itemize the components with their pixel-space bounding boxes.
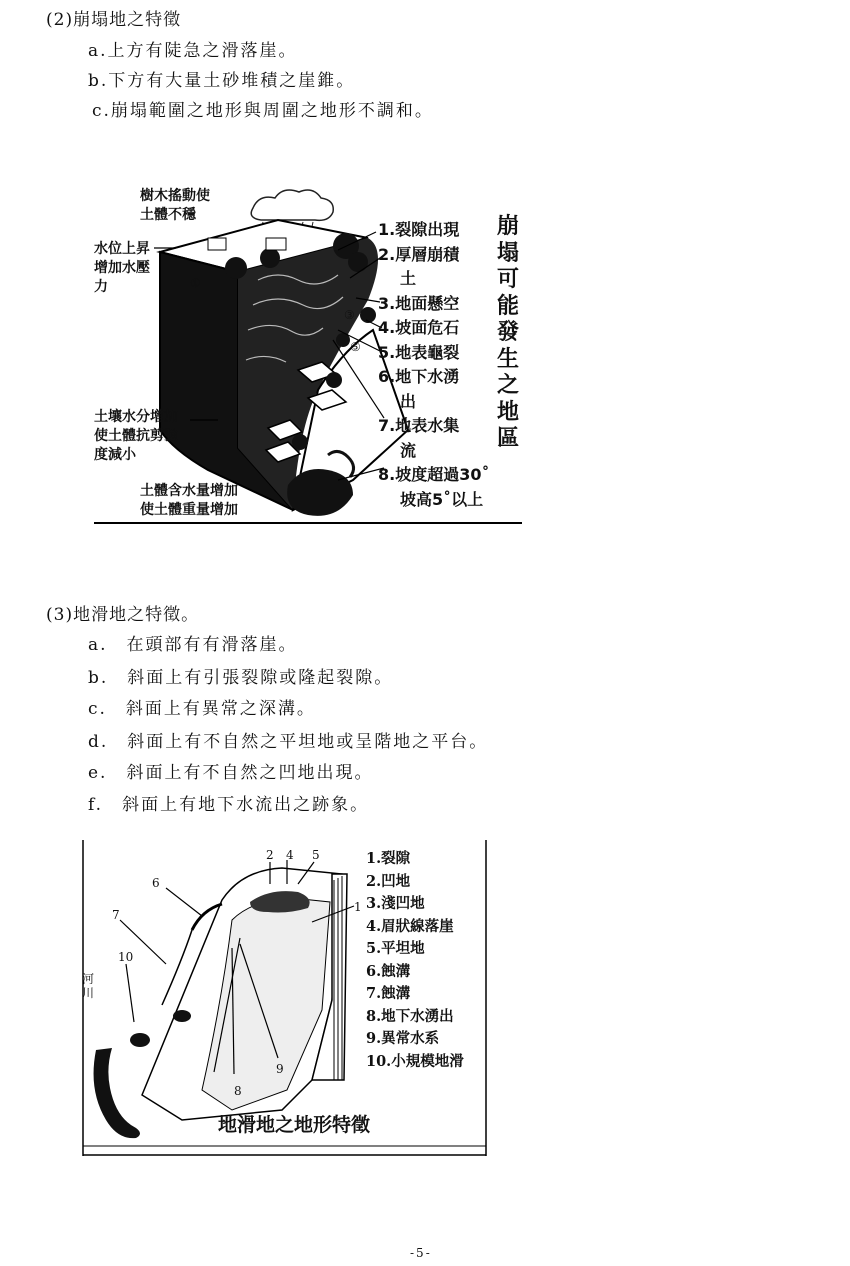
- label-soil-weight: 土體含水量增加 使土體重量增加: [140, 483, 238, 518]
- circle-number-3: ③: [344, 308, 355, 322]
- callout-number: 8: [234, 1084, 242, 1098]
- callout-number: 10: [118, 950, 134, 964]
- collapse-figure: [88, 180, 528, 530]
- collapse-sign-item: 4.坡面危石: [378, 318, 460, 337]
- section2-heading: (2)崩塌地之特徵: [46, 10, 182, 30]
- collapse-sign-item: 3.地面懸空: [378, 293, 460, 313]
- vertical-title-char: 塌: [496, 240, 519, 266]
- collapse-sign-item: 8.坡度超過30˚: [378, 465, 490, 484]
- landslide-feature-item: 6.蝕溝: [366, 962, 411, 980]
- collapse-sign-item: 出: [400, 391, 417, 411]
- landslide-feature-item: 3.淺凹地: [366, 895, 425, 912]
- landslide-feature-item: 8.地下水湧出: [366, 1007, 454, 1025]
- collapse-sign-item: 1.裂隙出現: [378, 220, 460, 239]
- river-label: 河 川: [82, 972, 95, 1000]
- vertical-title-char: 之: [496, 373, 519, 398]
- collapse-sign-item: 6.地下水湧: [378, 367, 460, 386]
- label-tree-sway: 樹木搖動使 土體不穩: [140, 188, 210, 223]
- callout-number: 7: [112, 908, 120, 922]
- vertical-title-char: 能: [496, 293, 519, 319]
- section3-item-a: a. 在頭部有有滑落崖。: [88, 635, 298, 655]
- label-soil-moisture: 土壤水分增加 使土體抗剪強 度減小: [94, 409, 178, 463]
- section3-item-b: b. 斜面上有引張裂隙或隆起裂隙。: [88, 668, 394, 688]
- landslide-feature-item: 2.凹地: [366, 872, 411, 890]
- page-number: -5-: [410, 1246, 432, 1260]
- vertical-title-char: 生: [496, 346, 519, 372]
- collapse-sign-item: 2.厚層崩積: [378, 244, 460, 264]
- section3-item-d: d. 斜面上有不自然之平坦地或呈階地之平台。: [88, 732, 489, 752]
- landslide-feature-item: 9.異常水系: [366, 1030, 440, 1047]
- figure-caption: 地滑地之地形特徵: [218, 1114, 371, 1136]
- landslide-feature-item: 1.裂隙: [366, 850, 411, 867]
- landslide-figure: [82, 840, 488, 1158]
- landslide-feature-item: 7.蝕溝: [366, 985, 411, 1002]
- section3-item-f: f. 斜面上有地下水流出之跡象。: [88, 795, 370, 815]
- vertical-title-char: 地: [496, 399, 519, 425]
- landslide-feature-item: 4.眉狀線落崖: [366, 917, 454, 935]
- section3-item-e: e. 斜面上有不自然之凹地出現。: [88, 763, 374, 783]
- section3-item-c: c. 斜面上有異常之深溝。: [88, 699, 316, 719]
- landslide-feature-item: 5.平坦地: [366, 940, 425, 957]
- section2-item-c: c.崩塌範圍之地形與周圍之地形不調和。: [92, 101, 434, 121]
- label-water-pressure: 水位上昇 增加水壓 力: [94, 241, 150, 295]
- section3-heading: (3)地滑地之特徵。: [46, 605, 200, 625]
- callout-number: 4: [286, 848, 294, 862]
- callout-number: 5: [312, 848, 320, 862]
- collapse-sign-item: 7.地表水集: [378, 416, 460, 435]
- vertical-title-char: 可: [496, 267, 519, 292]
- vertical-title-char: 崩: [496, 214, 519, 239]
- callout-number: 6: [152, 876, 160, 890]
- callout-number: 9: [276, 1062, 284, 1076]
- landslide-feature-list: [366, 848, 464, 1073]
- section2-item-b: b.下方有大量土砂堆積之崖錐。: [88, 71, 356, 91]
- landslide-feature-item: 10.小規模地滑: [366, 1052, 464, 1070]
- circle-number-1: ①: [190, 276, 201, 290]
- callout-number: 1: [354, 900, 362, 914]
- vertical-title: [494, 214, 522, 453]
- vertical-title-char: 發: [496, 320, 519, 345]
- collapse-sign-item: 土: [400, 269, 417, 288]
- collapse-sign-item: 5.地表龜裂: [378, 342, 460, 362]
- collapse-sign-item: 坡高5˚以上: [400, 489, 484, 509]
- vertical-title-char: 區: [496, 426, 519, 451]
- section2-item-a: a.上方有陡急之滑落崖。: [88, 41, 298, 61]
- circle-number-5: ⑤: [350, 340, 361, 354]
- collapse-sign-list: [378, 218, 489, 512]
- collapse-sign-item: 流: [400, 440, 417, 460]
- callout-number: 2: [266, 848, 274, 862]
